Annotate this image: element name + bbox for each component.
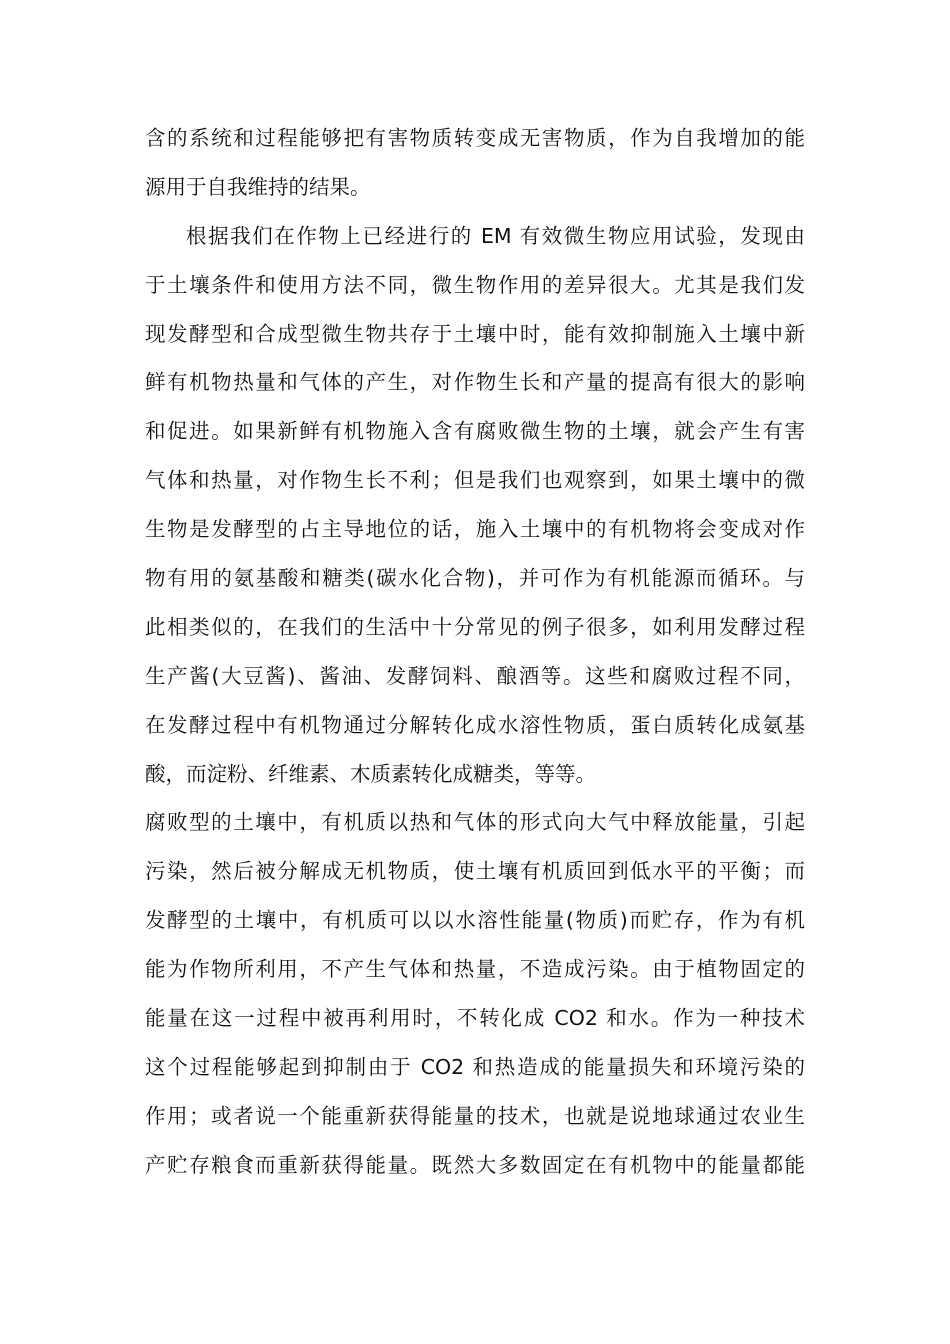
text-line: 污染，然后被分解成无机物质，使土壤有机质回到低水平的平衡；而 — [145, 859, 805, 884]
text-line: 生产酱(大豆酱)、酱油、发酵饲料、酿酒等。这些和腐败过程不同， — [145, 663, 805, 688]
text-line: 现发酵型和合成型微生物共存于土壤中时，能有效抑制施入土壤中新 — [145, 321, 805, 346]
text-line: 和促进。如果新鲜有机物施入含有腐败微生物的土壤，就会产生有害 — [145, 419, 805, 444]
text-line: 生物是发酵型的占主导地位的话，施入土壤中的有机物将会变成对作 — [145, 517, 805, 542]
text-line: 能为作物所利用，不产生气体和热量，不造成污染。由于植物固定的 — [145, 957, 805, 982]
text-line: 源用于自我维持的结果。 — [145, 174, 371, 199]
text-line: 作用；或者说一个能重新获得能量的技术，也就是说地球通过农业生 — [145, 1103, 805, 1128]
text-line: 于土壤条件和使用方法不同，微生物作用的差异很大。尤其是我们发 — [145, 272, 805, 297]
text-line: 含的系统和过程能够把有害物质转变成无害物质，作为自我增加的能 — [145, 126, 805, 150]
text-line: 能量在这一过程中被再利用时，不转化成 CO2 和水。作为一种技术 — [145, 1006, 805, 1031]
text-line: 此相类似的，在我们的生活中十分常见的例子很多，如利用发酵过程 — [145, 614, 805, 639]
text-line: 根据我们在作物上已经进行的 EM 有效微生物应用试验，发现由 — [186, 223, 805, 248]
text-line: 产贮存粮食而重新获得能量。既然大多数固定在有机物中的能量都能 — [145, 1152, 805, 1177]
text-line: 发酵型的土壤中，有机质可以以水溶性能量(物质)而贮存，作为有机 — [145, 908, 805, 933]
text-line: 物有用的氨基酸和糖类(碳水化合物)，并可作为有机能源而循环。与 — [145, 566, 805, 591]
text-line: 腐败型的土壤中，有机质以热和气体的形式向大气中释放能量，引起 — [145, 810, 805, 835]
text-line: 在发酵过程中有机物通过分解转化成水溶性物质，蛋白质转化成氨基 — [145, 712, 805, 737]
text-line: 这个过程能够起到抑制由于 CO2 和热造成的能量损失和环境污染的 — [145, 1054, 805, 1079]
text-line: 酸，而淀粉、纤维素、木质素转化成糖类，等等。 — [145, 761, 596, 786]
text-line: 鲜有机物热量和气体的产生，对作物生长和产量的提高有很大的影响 — [145, 370, 805, 395]
text-line: 气体和热量，对作物生长不利；但是我们也观察到，如果土壤中的微 — [145, 468, 805, 493]
body-text — [145, 114, 805, 1190]
